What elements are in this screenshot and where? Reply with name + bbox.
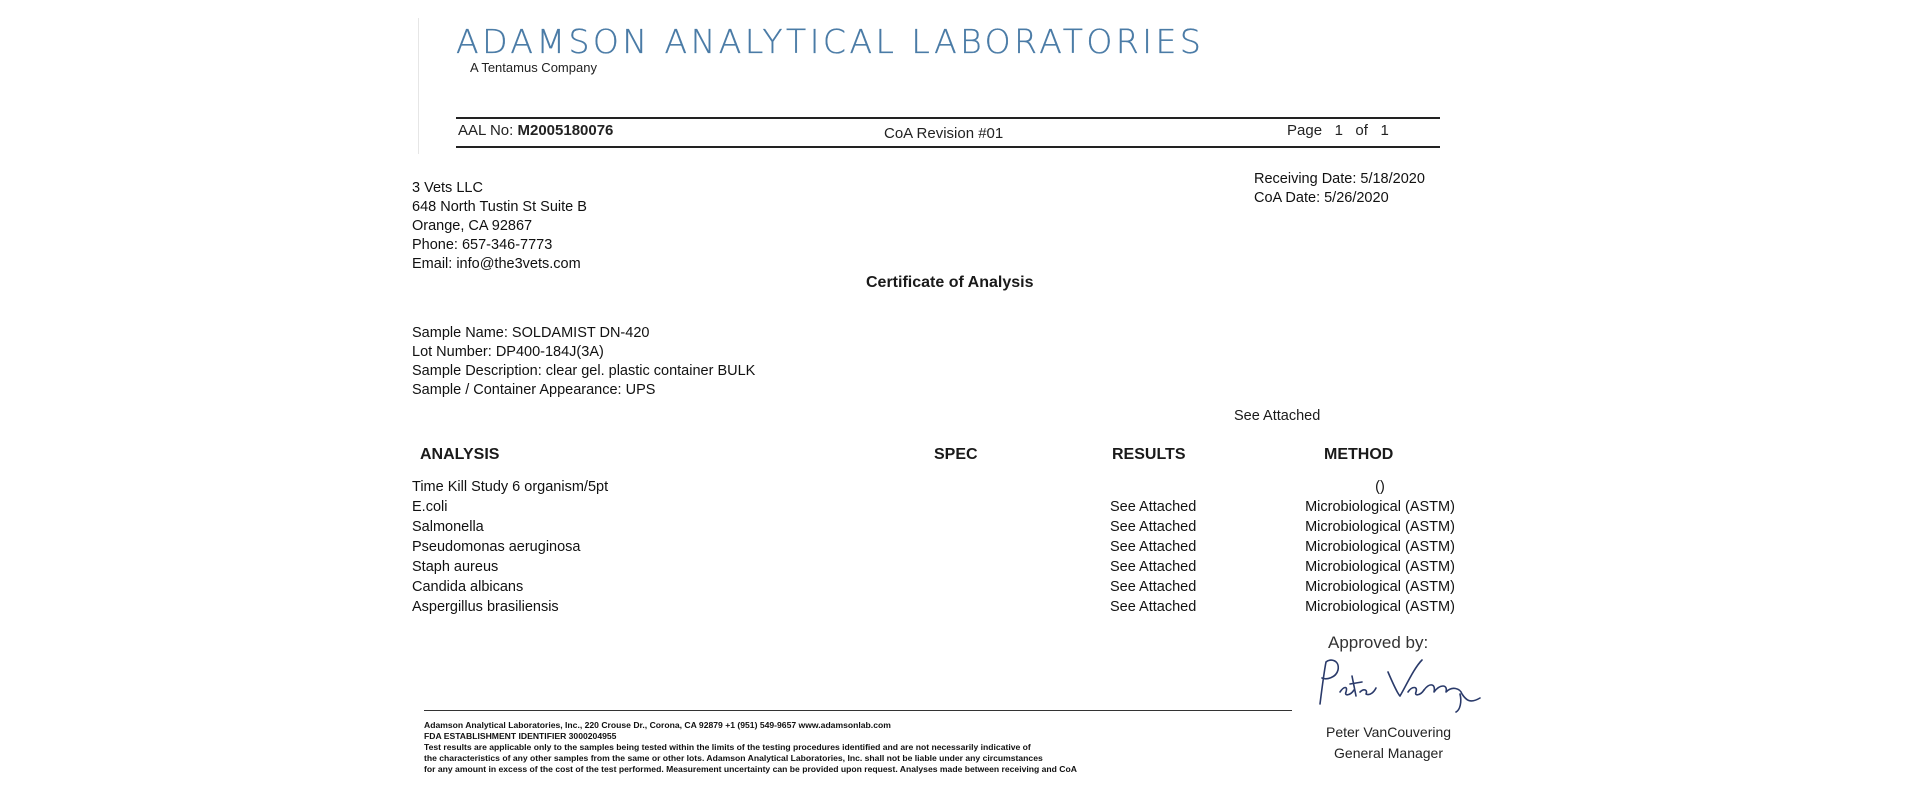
page-label: Page	[1287, 122, 1323, 139]
coa-revision: CoA Revision #01	[884, 125, 1004, 142]
table-row-method: Microbiological (ASTM)	[1305, 539, 1455, 555]
footer-line: for any amount in excess of the cost of the test performed. Measurement uncertainty can be provided upon request. Analyses made between receiving and CoA	[424, 764, 1077, 774]
signer-block	[1326, 722, 1451, 764]
signer-name: Peter VanCouvering	[1326, 724, 1452, 740]
table-row-result: See Attached	[1110, 499, 1197, 515]
table-row-method: Microbiological (ASTM)	[1305, 599, 1455, 615]
letterhead-divider	[418, 18, 419, 154]
table-row-result: See Attached	[1110, 579, 1197, 595]
header-rule-top	[456, 117, 1440, 119]
lot-number: Lot Number: DP400-184J(3A)	[412, 344, 604, 360]
table-row-result: See Attached	[1110, 599, 1197, 615]
footer-line: the characteristics of any other samples from the same or other lots. Adamson Analytical Laboratories, Inc. shall not be liable under any circumstances	[424, 753, 1043, 763]
table-row-analysis: Pseudomonas aeruginosa	[412, 539, 581, 555]
dates-block	[1254, 170, 1425, 208]
client-address-block	[412, 179, 587, 274]
column-header-analysis: ANALYSIS	[420, 446, 500, 463]
client-address-line2: Orange, CA 92867	[412, 218, 533, 234]
document-title: Certificate of Analysis	[866, 274, 1034, 291]
signature-graphic	[1310, 652, 1490, 714]
page-current: 1	[1334, 122, 1343, 139]
page-total: 1	[1380, 122, 1389, 139]
table-row-method: Microbiological (ASTM)	[1305, 579, 1455, 595]
table-row-analysis: Time Kill Study 6 organism/5pt	[412, 479, 609, 495]
page-indicator	[1287, 122, 1389, 139]
column-header-spec: SPEC	[934, 446, 978, 463]
approved-by-label: Approved by:	[1328, 633, 1429, 652]
table-row-result: See Attached	[1110, 539, 1197, 555]
company-subtitle: A Tentamus Company	[470, 60, 597, 75]
client-phone: Phone: 657-346-7773	[412, 237, 553, 253]
page-of: of	[1355, 122, 1368, 139]
column-header-results: RESULTS	[1112, 446, 1186, 463]
table-row-result: See Attached	[1110, 519, 1197, 535]
client-email: Email: info@the3vets.com	[412, 256, 581, 272]
footer-line: FDA ESTABLISHMENT IDENTIFIER 3000204955	[424, 731, 617, 741]
table-row-method: ()	[1375, 479, 1385, 495]
footer-line: Adamson Analytical Laboratories, Inc., 220 Crouse Dr., Corona, CA 92879 +1 (951) 549-9657 www.adamsonlab.com	[424, 720, 891, 730]
footer-disclaimer	[424, 720, 1077, 775]
table-row-analysis: Aspergillus brasiliensis	[412, 599, 559, 615]
table-row-method: Microbiological (ASTM)	[1305, 499, 1455, 515]
see-attached-note: See Attached	[1234, 408, 1321, 424]
handwritten-signature	[1310, 652, 1490, 719]
method-column	[1280, 477, 1480, 617]
sample-info-block	[412, 324, 755, 400]
table-row-analysis: Salmonella	[412, 519, 484, 535]
signer-title: General Manager	[1334, 745, 1443, 761]
company-name: ADAMSON ANALYTICAL LABORATORIES	[456, 22, 1205, 61]
table-row-result	[1110, 477, 1196, 497]
signature-line	[424, 710, 1292, 711]
table-row-analysis: E.coli	[412, 499, 448, 515]
sample-name: Sample Name: SOLDAMIST DN-420	[412, 325, 650, 341]
aal-label: AAL No:	[458, 122, 514, 139]
aal-number: M2005180076	[517, 122, 614, 139]
client-name: 3 Vets LLC	[412, 180, 483, 196]
table-row-analysis: Candida albicans	[412, 579, 524, 595]
table-row-analysis: Staph aureus	[412, 559, 499, 575]
results-column	[1110, 477, 1196, 617]
table-row-method: Microbiological (ASTM)	[1305, 519, 1455, 535]
column-header-method: METHOD	[1324, 446, 1394, 463]
sample-description: Sample Description: clear gel. plastic container BULK	[412, 363, 756, 379]
table-row-method: Microbiological (ASTM)	[1305, 559, 1455, 575]
sample-appearance: Sample / Container Appearance: UPS	[412, 382, 656, 398]
analysis-column	[412, 477, 608, 617]
table-row-result: See Attached	[1110, 559, 1197, 575]
footer-line: Test results are applicable only to the samples being tested within the limits of the testing procedures identified and are not necessarily indicative of	[424, 742, 1031, 752]
client-address-line1: 648 North Tustin St Suite B	[412, 199, 587, 215]
coa-date: CoA Date: 5/26/2020	[1254, 190, 1389, 206]
aal-number-field	[458, 122, 613, 139]
receiving-date: Receiving Date: 5/18/2020	[1254, 171, 1425, 187]
header-rule-bottom	[456, 146, 1440, 148]
